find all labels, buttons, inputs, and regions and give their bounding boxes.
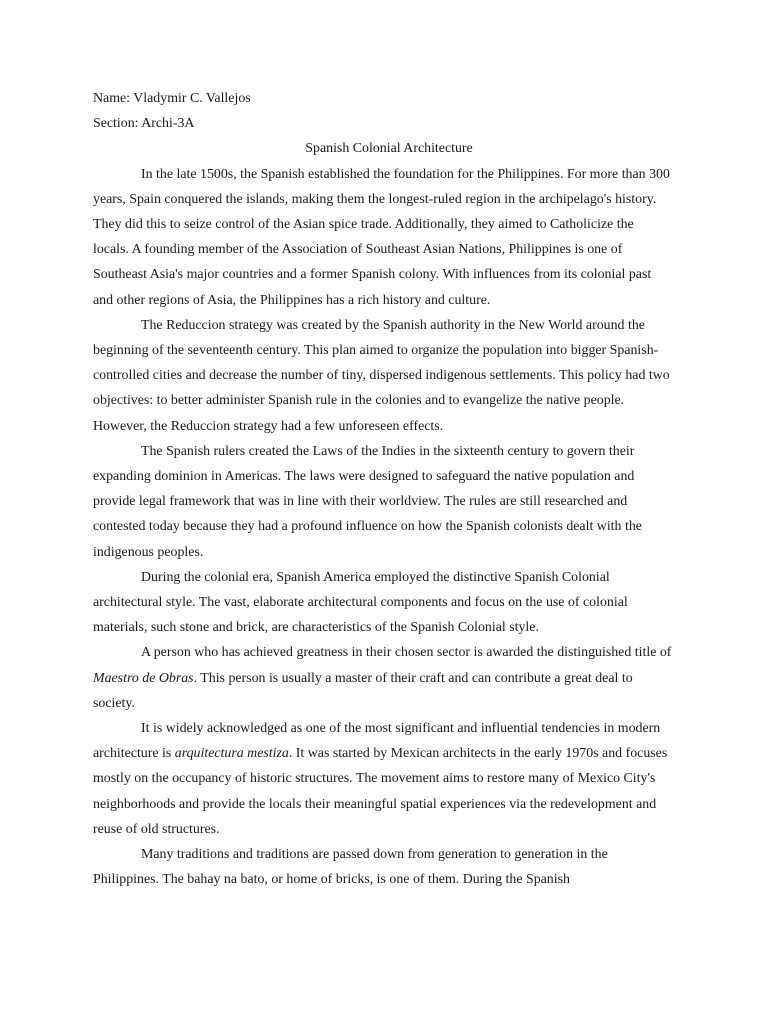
italic-term-mestiza: arquitectura mestiza xyxy=(174,746,289,762)
document-body xyxy=(93,86,673,893)
paragraph-text-after: . It was started by Mexican architects in the early 1970s and focuses mostly on the occupancy of historic structures. The movement aims to restore many of Mexico City's neighborhoods and provide the locals their meaningful spatial experiences via the redevelopment and reuse of old structures. xyxy=(93,746,668,837)
paragraph-arquitectura-mestiza xyxy=(93,716,673,842)
author-name: Name: Vladymir C. Vallejos xyxy=(93,91,251,106)
paragraph-bahay-na-bato: Many traditions and traditions are passed down from generation to generation in the Philippines. The bahay na bato, or home of bricks, is one of them. During the Spanish xyxy=(93,847,608,888)
paragraph-intro: In the late 1500s, the Spanish established the foundation for the Philippines. For more than 300 years, Spain conquered the islands, making them the longest-ruled region in the archipelago's history. They did this to seize control of the Asian spice trade. Additionally, they aimed to Catholicize the locals. A founding member of the Association of Southeast Asian Nations, Philippines is one of Southeast Asia's major countries and a former Spanish colony. With influences from its colonial past and other regions of Asia, the Philippines has a rich history and culture. xyxy=(93,166,670,308)
paragraph-text-before: It is widely acknowledged as one of the most significant and influential tendencies in modern architecture is xyxy=(93,721,661,762)
paragraph-text-after: . This person is usually a master of their craft and can contribute a great deal to society. xyxy=(93,670,633,711)
paragraph-maestro-de-obras xyxy=(93,640,673,716)
paragraph-colonial-style: During the colonial era, Spanish America employed the distinctive Spanish Colonial architectural style. The vast, elaborate architectural components and focus on the use of colonial materials, such stone and brick, are characteristics of the Spanish Colonial style. xyxy=(93,569,628,636)
paragraph-reduccion: The Reduccion strategy was created by the Spanish authority in the New World around the beginning of the seventeenth century. This plan aimed to organize the population into bigger Spanish-controlled cities and decrease the number of tiny, dispersed indigenous settlements. This policy had two objectives: to better administer Spanish rule in the colonies and to evangelize the native people. However, the Reduccion strategy had a few unforeseen effects. xyxy=(93,317,670,434)
italic-term-maestro: Maestro de Obras xyxy=(93,670,194,686)
author-section: Section: Archi-3A xyxy=(93,116,195,132)
paragraph-laws-of-indies: The Spanish rulers created the Laws of the Indies in the sixteenth century to govern their expanding dominion in Americas. The laws were designed to safeguard the native population and provide legal framework that was in line with their worldview. The rules are still researched and contested today because they had a profound influence on how the Spanish colonists dealt with the indigenous peoples. xyxy=(93,443,642,560)
document-title: Spanish Colonial Architecture xyxy=(305,141,473,157)
paragraph-text-before: A person who has achieved greatness in their chosen sector is awarded the distinguished title of xyxy=(141,645,672,661)
